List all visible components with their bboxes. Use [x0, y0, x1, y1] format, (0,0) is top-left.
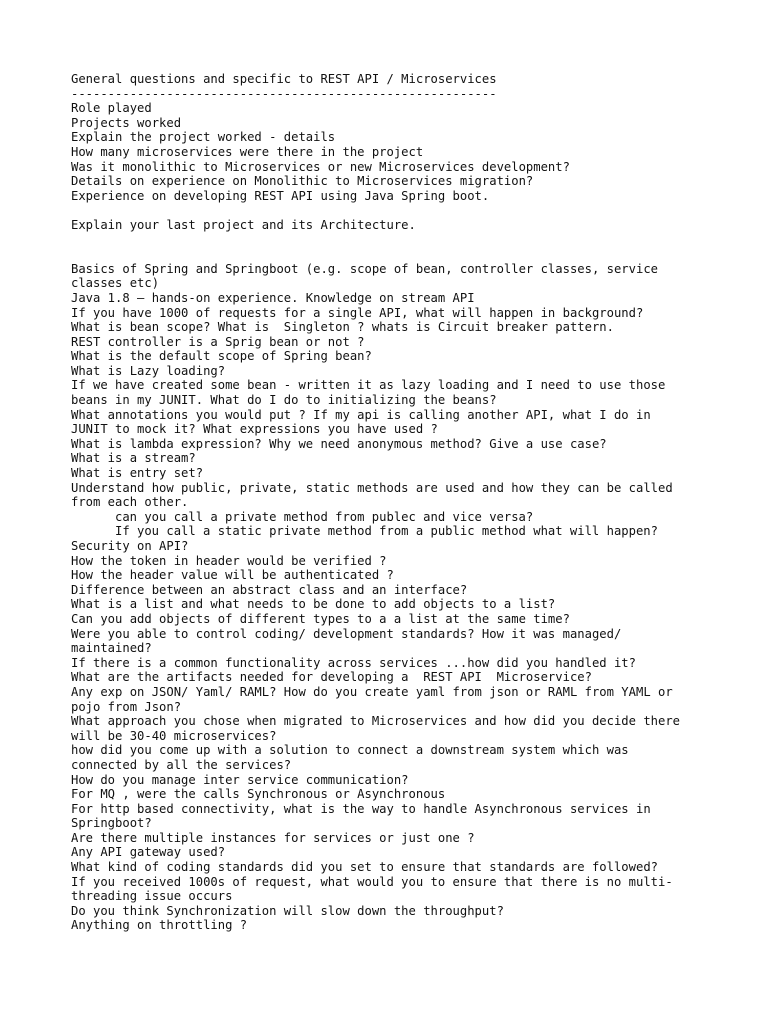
text-line: What is entry set? [71, 466, 204, 481]
text-line: Was it monolithic to Microservices or new Microservices development? [71, 159, 570, 174]
text-line: Anything on throttling ? [71, 918, 248, 933]
text-line: How do you manage inter service communication? [71, 772, 409, 787]
text-line: If you have 1000 of requests for a single API, what will happen in background? [71, 305, 644, 320]
text-line: If there is a common functionality across services ...how did you handled it? [71, 655, 636, 670]
text-line: How the header value will be authenticated ? [71, 568, 394, 583]
text-line: Security on API? [71, 539, 189, 553]
text-line: For MQ , were the calls Synchronous or Asynchronous [71, 787, 446, 802]
text-line: How the token in header would be verified ? [71, 553, 387, 568]
text-line: If you received 1000s of request, what would you to ensure that there is no multi- [71, 874, 673, 889]
text-line: What kind of coding standards did you set to ensure that standards are followed? [71, 860, 658, 875]
text-line: Explain the project worked - details [71, 130, 336, 145]
text-line: Springboot? [71, 816, 152, 831]
text-line: For http based connectivity, what is the way to handle Asynchronous services in [71, 801, 651, 816]
text-line: What annotations you would put ? If my api is calling another API, what I do in [71, 407, 651, 422]
text-line: Were you able to control coding/ development standards? How it was managed/ [71, 626, 622, 641]
text-line: Difference between an abstract class and an interface? [71, 582, 468, 597]
text-line: connected by all the services? [71, 757, 292, 772]
text-line: What is a list and what needs to be done to add objects to a list? [71, 597, 556, 612]
text-line: What is lambda expression? Why we need anonymous method? Give a use case? [71, 436, 607, 451]
text-line: What is bean scope? What is Singleton ? whats is Circuit breaker pattern. [71, 320, 614, 335]
text-line: beans in my JUNIT. What do I do to initializing the beans? [71, 393, 497, 408]
text-line: Projects worked [71, 115, 182, 130]
text-line: How many microservices were there in the project [71, 144, 424, 159]
text-line: classes etc) [71, 276, 160, 291]
text-line: Details on experience on Monolithic to Microservices migration? [71, 174, 534, 189]
text-line: will be 30-40 microservices? [71, 728, 277, 743]
section1-list [71, 101, 731, 203]
section3-list-continued [71, 539, 731, 933]
text-line: What is the default scope of Spring bean? [71, 349, 372, 364]
text-line: What is a stream? [71, 451, 196, 466]
text-line: can you call a private method from publec and vice versa? [115, 509, 534, 524]
text-line: REST controller is a Sprig bean or not ? [71, 334, 365, 349]
section-title: General questions and specific to REST API / Microservices [71, 72, 497, 86]
architecture-question: Explain your last project and its Architecture. [71, 217, 416, 232]
text-line: Can you add objects of different types to a a list at the same time? [71, 611, 570, 626]
text-line: JUNIT to mock it? What expressions you have used ? [71, 422, 438, 437]
text-line: What is Lazy loading? [71, 363, 226, 378]
section-rule: ---------------------------------------------------------- [71, 86, 497, 101]
section3-indented-list [71, 510, 731, 539]
text-line: What approach you chose when migrated to Microservices and how did you decide there [71, 714, 681, 729]
text-line: Do you think Synchronization will slow down the throughput? [71, 903, 504, 918]
text-line: Java 1.8 – hands-on experience. Knowledge on stream API [71, 290, 475, 305]
text-line: from each other. [71, 495, 189, 510]
text-line: Basics of Spring and Springboot (e.g. scope of bean, controller classes, service [71, 261, 658, 276]
text-line: how did you come up with a solution to connect a downstream system which was [71, 743, 629, 758]
text-line: threading issue occurs [71, 889, 233, 904]
text-line: Any exp on JSON/ Yaml/ RAML? How do you create yaml from json or RAML from YAML or [71, 684, 673, 699]
text-line: Are there multiple instances for services or just one ? [71, 830, 475, 845]
text-line: What are the artifacts needed for developing a REST API Microservice? [71, 670, 592, 685]
text-line: maintained? [71, 641, 152, 656]
text-line: pojo from Json? [71, 699, 182, 714]
text-line: Understand how public, private, static methods are used and how they can be called [71, 480, 673, 495]
text-line: Any API gateway used? [71, 845, 226, 860]
text-line: If we have created some bean - written it as lazy loading and I need to use those [71, 378, 666, 393]
section3-list [71, 262, 731, 510]
text-line: Role played [71, 101, 152, 116]
text-line: Experience on developing REST API using Java Spring boot. [71, 188, 490, 203]
spacer [71, 233, 731, 262]
document-page [71, 72, 731, 933]
spacer [71, 203, 731, 218]
text-line: If you call a static private method from a public method what will happen? [115, 524, 658, 539]
